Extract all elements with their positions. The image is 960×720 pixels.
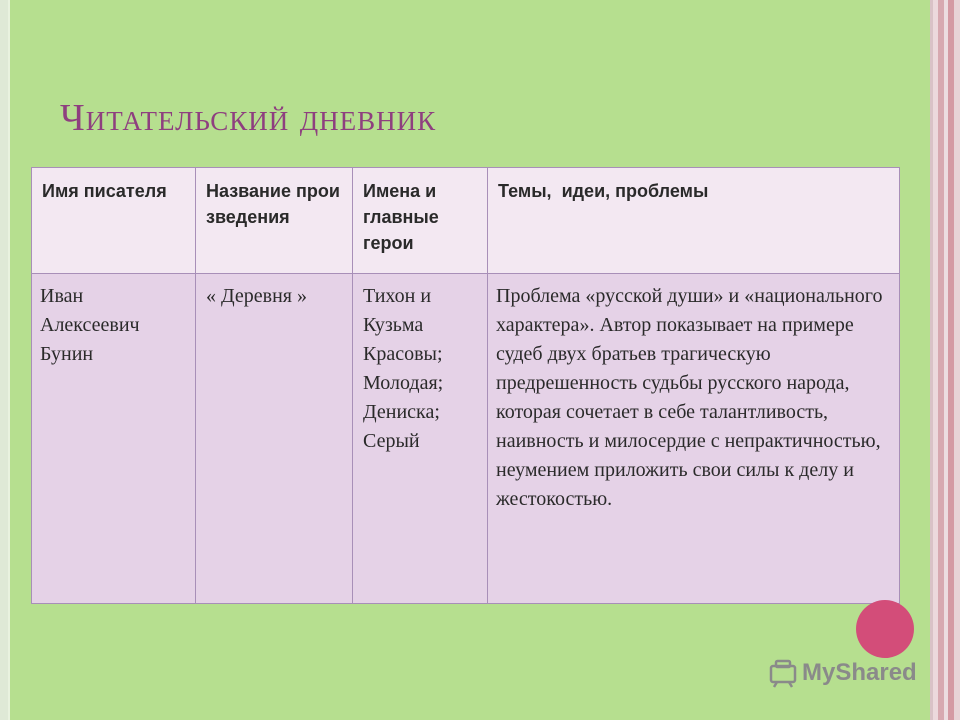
left-frame-border: [0, 0, 8, 720]
slide-title: Читательский дневник: [60, 97, 437, 139]
header-work: Название произведения: [196, 168, 353, 274]
table-row: [32, 274, 900, 604]
table-header-row: [32, 168, 900, 274]
right-frame-stripes: [930, 0, 960, 720]
myshared-watermark: [768, 658, 917, 688]
header-themes: Темы, идеи, проблемы: [488, 168, 900, 274]
decorative-circle: [856, 600, 914, 658]
cell-characters: Тихон и Кузьма Красовы; Молодая; Дениска; Серый: [353, 274, 488, 604]
cell-author: Иван Алексеевич Бунин: [32, 274, 196, 604]
reading-diary-table: [31, 167, 900, 604]
myshared-logo-icon: [768, 658, 798, 688]
header-author: Имя писателя: [32, 168, 196, 274]
cell-work: « Деревня »: [196, 274, 353, 604]
cell-themes: Проблема «русской души» и «национального характера». Автор показывает на примере судеб двух братьев трагическую предрешенность судьбы русского народа, которая сочетает в себе талантливость, наивность и милосердие с непрактичностью, неумением приложить свои силы к делу и жестокостью.: [488, 274, 900, 604]
left-frame-line: [8, 0, 10, 720]
watermark-label: MyShared: [802, 659, 917, 686]
header-characters: Имена и главные герои: [353, 168, 488, 274]
